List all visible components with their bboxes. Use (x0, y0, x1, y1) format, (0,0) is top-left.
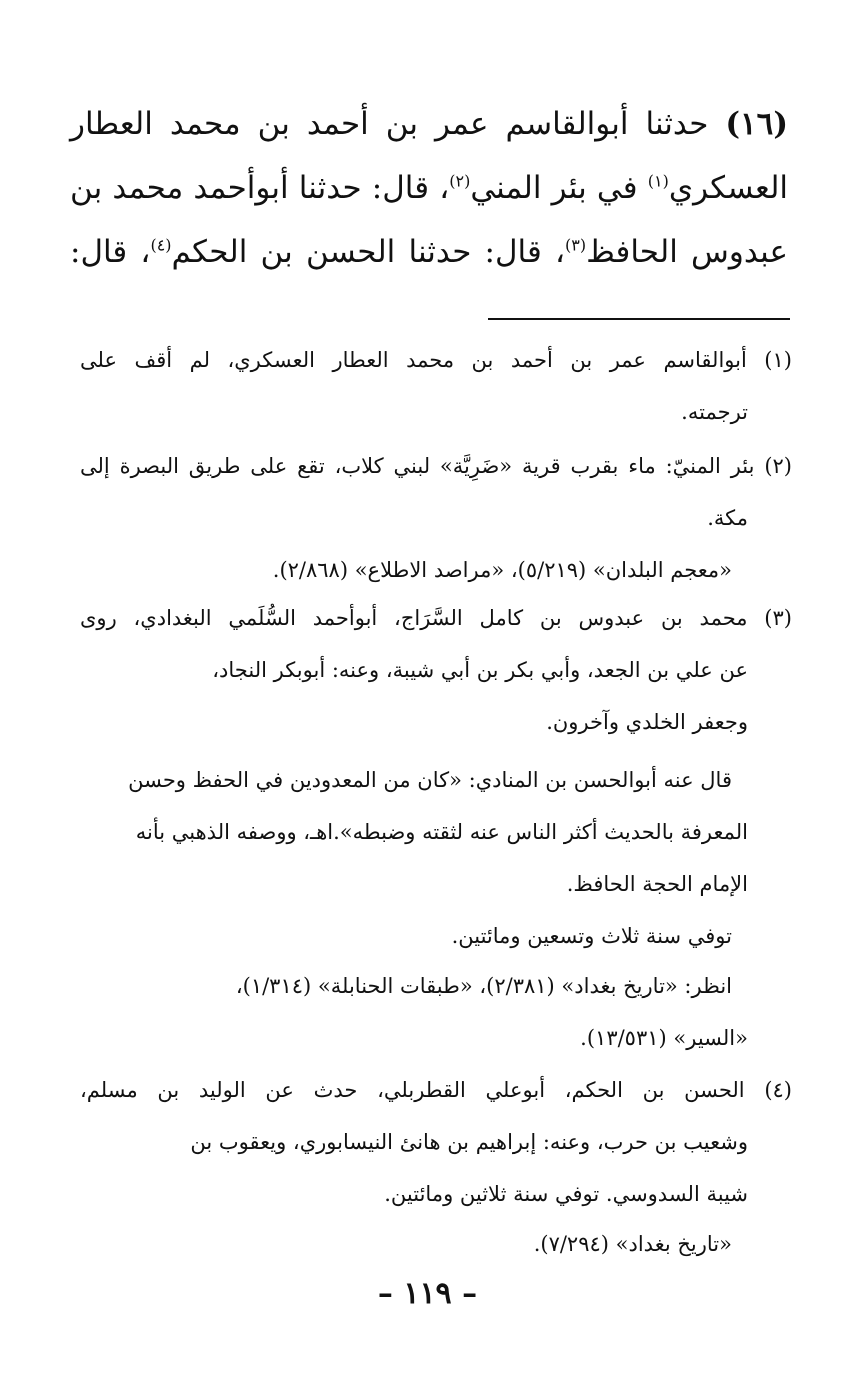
footnote-4-line-1: (٤) الحسن بن الحكم، أبوعلي القطربلي، حدث عن الوليد بن مسلم، (80, 1078, 792, 1102)
footnote-3-line-6: الإمام الحجة الحافظ. (566, 872, 748, 896)
hadith-line-3-a: عبدوس الحافظ (586, 234, 788, 270)
hadith-line-3-b: ، قال: حدثنا الحسن بن الحكم (171, 234, 565, 270)
footnote-3-line-4: قال عنه أبوالحسن بن المنادي: «كان من المعدودين في الحفظ وحسن (128, 768, 732, 792)
footnote-3-line-1: (٣) محمد بن عبدوس بن كامل السَّرَاج، أبوأحمد السُّلَمي البغدادي، روى (80, 606, 792, 630)
hadith-line-3-c: ، قال: (70, 234, 151, 270)
footnote-2-line-3: «معجم البلدان» (٥/٢١٩)، «مراصد الاطلاع» (٢/٨٦٨). (272, 558, 732, 582)
footnote-1-line-1: (١) أبوالقاسم عمر بن أحمد بن محمد العطار العسكري، لم أقف على (80, 348, 792, 372)
hadith-number: (١٦) (725, 106, 788, 142)
footnote-ref-1[interactable]: (١) (647, 171, 669, 191)
hadith-line-2-a: العسكري (668, 170, 788, 206)
footnote-1-line-2: ترجمته. (681, 400, 748, 424)
footnote-3-line-7: توفي سنة ثلاث وتسعين ومائتين. (451, 924, 732, 948)
hadith-line-3 (70, 220, 788, 284)
footnote-3-line-3: وجعفر الخلدي وآخرون. (546, 710, 748, 734)
footnote-4-line-4: «تاريخ بغداد» (٧/٢٩٤). (533, 1232, 732, 1256)
footnote-ref-2[interactable]: (٢) (449, 171, 471, 191)
hadith-line-1-text: حدثنا أبوالقاسم عمر بن أحمد بن محمد العطار (70, 106, 726, 142)
footnote-ref-3[interactable]: (٣) (565, 235, 587, 255)
hadith-line-2 (70, 156, 788, 220)
footnote-3-line-8: انظر: «تاريخ بغداد» (٢/٣٨١)، «طبقات الحنابلة» (١/٣١٤)، (235, 974, 732, 998)
footnote-3-line-5: المعرفة بالحديث أكثر الناس عنه لثقته وضبطه».اهـ، ووصفه الذهبي بأنه (135, 820, 748, 844)
hadith-line-2-c: ، قال: حدثنا أبوأحمد محمد بن (70, 170, 450, 206)
footnote-2-line-1: (٢) بئر المنيّ: ماء بقرب قرية «ضَرِيَّة» لبني كلاب، تقع على طريق البصرة إلى (80, 454, 792, 478)
footnote-3-line-9: «السير» (١٣/٥٣١). (580, 1026, 748, 1050)
footnote-3-line-2: عن علي بن الجعد، وأبي بكر بن أبي شيبة، وعنه: أبوبكر النجاد، (212, 658, 748, 682)
footnote-ref-4[interactable]: (٤) (150, 235, 172, 255)
footnote-4-line-2: وشعيب بن حرب، وعنه: إبراهيم بن هانئ النيسابوري، ويعقوب بن (190, 1130, 748, 1154)
page-number: – ١١٩ – (377, 1276, 478, 1311)
footnote-divider (488, 318, 790, 320)
footnote-4-line-3: شيبة السدوسي. توفي سنة ثلاثين ومائتين. (384, 1182, 748, 1206)
hadith-line-2-b: في بئر المني (470, 170, 648, 206)
hadith-text (70, 92, 788, 284)
hadith-line-1 (70, 92, 788, 156)
footnote-2-line-2: مكة. (707, 506, 748, 530)
